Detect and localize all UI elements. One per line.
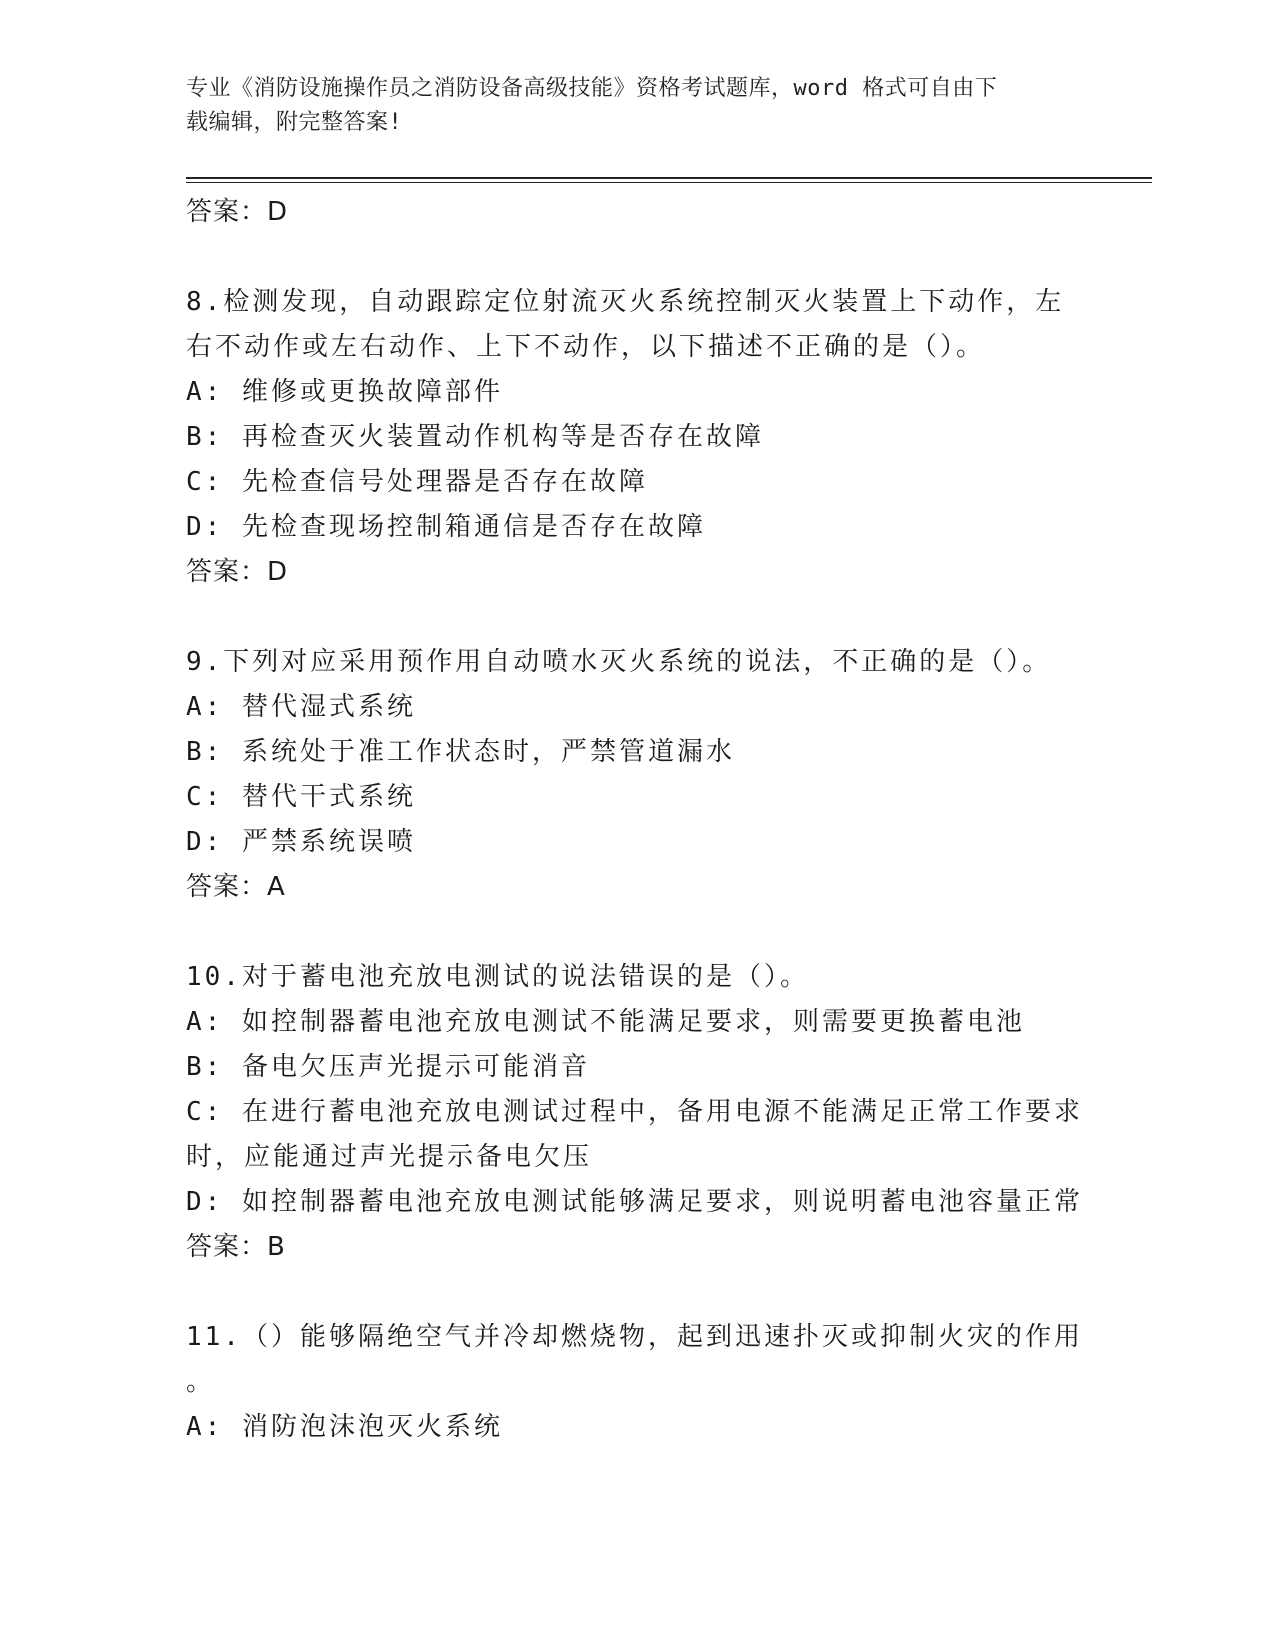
question-11 [186,1315,1086,1450]
option-a: A: 如控制器蓄电池充放电测试不能满足要求，则需要更换蓄电池 [186,1007,1025,1037]
question-stem: 9.下列对应采用预作用自动喷水灭火系统的说法，不正确的是（）。 [186,647,1052,677]
question-10 [186,955,1086,1270]
option-a: A: 替代湿式系统 [186,692,416,722]
spacer [186,595,1086,640]
question-stem: 。 [186,1367,216,1397]
option-c: C: 在进行蓄电池充放电测试过程中，备用电源不能满足正常工作要求 [186,1097,1083,1127]
header-rule-thick [186,177,1152,179]
question-9 [186,640,1086,910]
option-b: B: 系统处于准工作状态时，严禁管道漏水 [186,737,735,767]
option-d: D: 严禁系统误喷 [186,827,416,857]
question-stem: 10.对于蓄电池充放电测试的说法错误的是（）。 [186,962,809,992]
option-d: D: 如控制器蓄电池充放电测试能够满足要求，则说明蓄电池容量正常 [186,1187,1083,1217]
header-rule-thin [186,182,1152,183]
option-c: C: 先检查信号处理器是否存在故障 [186,467,648,497]
answer-line: 答案：D [186,197,289,227]
answer-line: 答案：B [186,1232,286,1262]
option-b: B: 备电欠压声光提示可能消音 [186,1052,590,1082]
page-header [186,72,1066,140]
question-8 [186,280,1086,595]
spacer [186,1270,1086,1315]
question-stem: 11.（）能够隔绝空气并冷却燃烧物，起到迅速扑灭或抑制火灾的作用 [186,1322,1083,1352]
question-list [186,190,1086,1450]
option-a: A: 维修或更换故障部件 [186,377,503,407]
question-stem: 8.检测发现，自动跟踪定位射流灭火系统控制灭火装置上下动作，左 [186,287,1065,317]
option-d: D: 先检查现场控制箱通信是否存在故障 [186,512,706,542]
spacer [186,235,1086,280]
option-c-continued: 时，应能通过声光提示备电欠压 [186,1142,593,1172]
option-b: B: 再检查灭火装置动作机构等是否存在故障 [186,422,764,452]
answer-line: 答案：A [186,872,286,902]
question-stem: 右不动作或左右动作、上下不动作，以下描述不正确的是（）。 [186,332,986,362]
header-line-1: 专业《消防设施操作员之消防设备高级技能》资格考试题库，word 格式可自由下 [186,76,998,101]
spacer [186,910,1086,955]
option-c: C: 替代干式系统 [186,782,416,812]
option-a: A: 消防泡沫泡灭火系统 [186,1412,503,1442]
header-line-2: 载编辑，附完整答案! [186,110,403,135]
answer-line: 答案：D [186,557,289,587]
